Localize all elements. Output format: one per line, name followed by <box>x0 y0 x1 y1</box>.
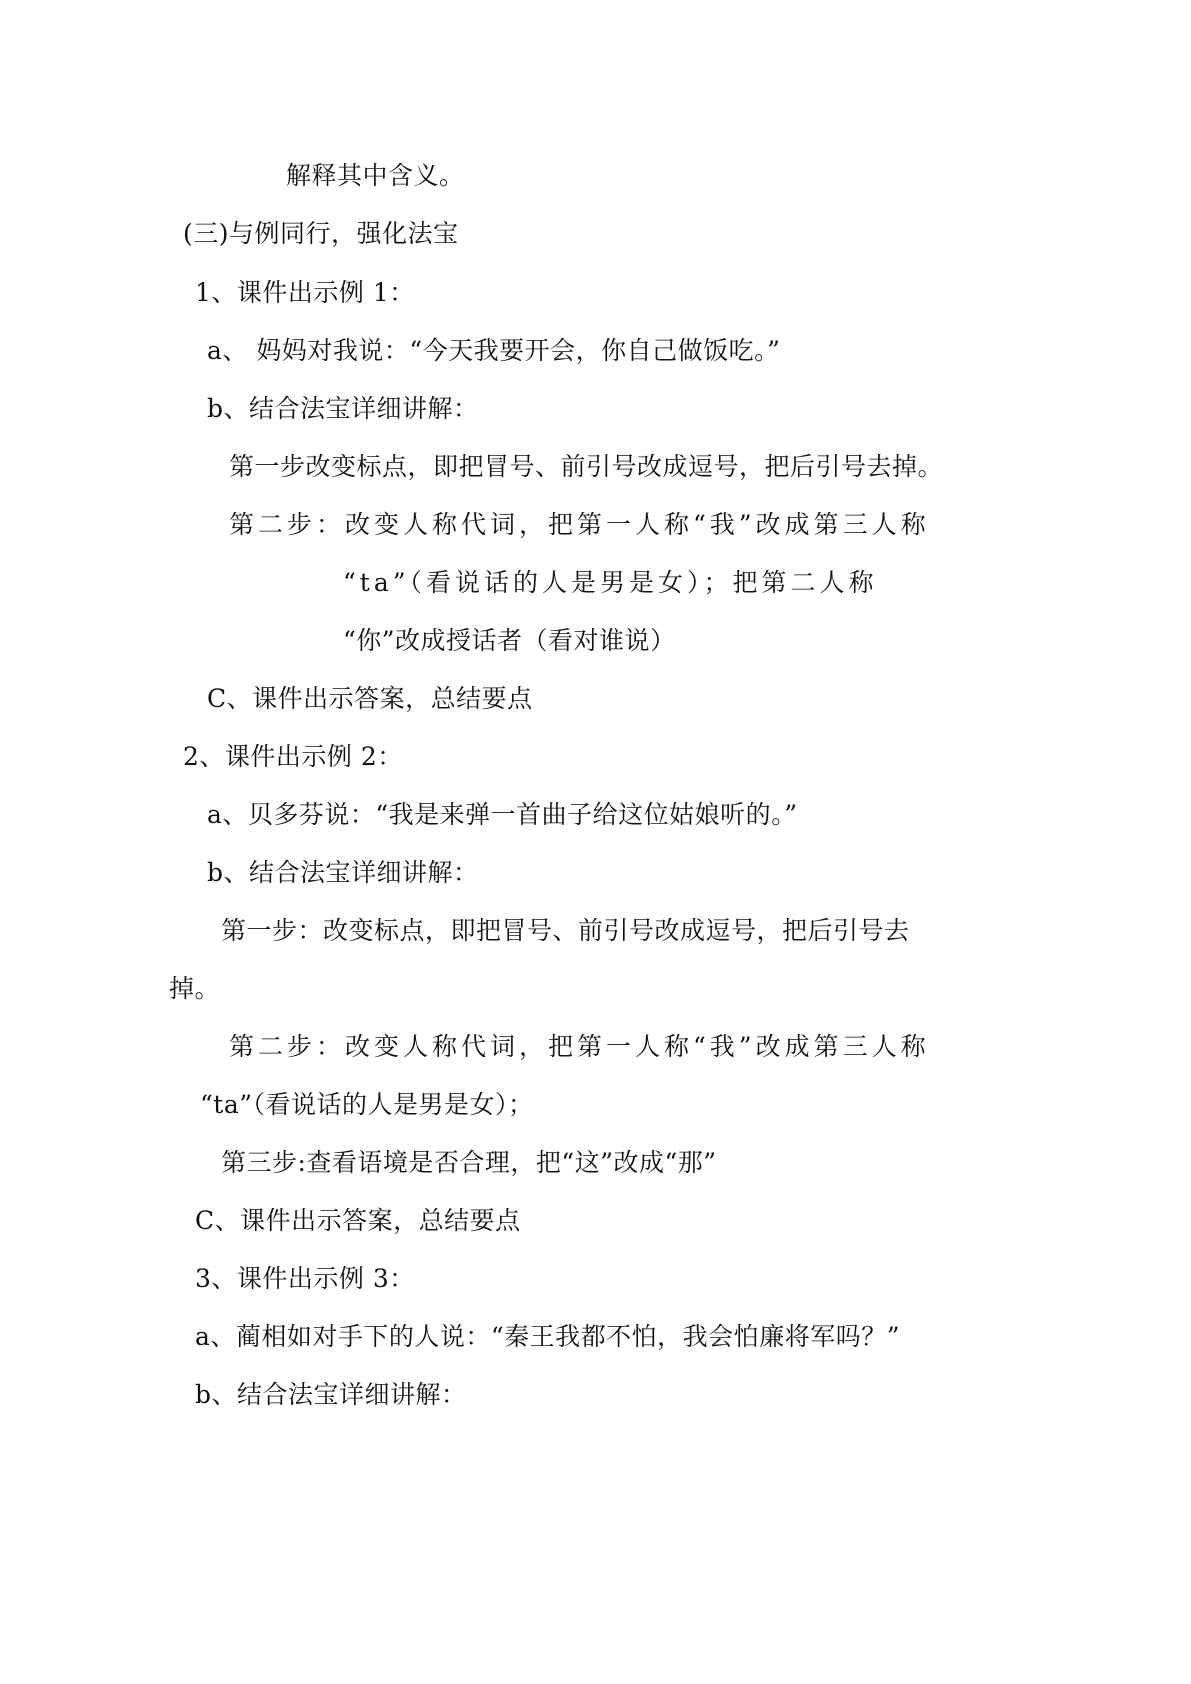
text-line: 第一步改变标点，即把冒号、前引号改成逗号，把后引号去掉。 <box>229 452 944 481</box>
text-line: b、结合法宝详细讲解： <box>207 394 479 423</box>
text-line: 解释其中含义。 <box>286 161 465 190</box>
text-line: 第三步:查看语境是否合理，把“这”改成“那” <box>221 1148 717 1177</box>
text-line: b、结合法宝详细讲解： <box>207 858 479 887</box>
text-line: “你”改成授话者（看对谁说） <box>343 626 676 655</box>
text-line: a、贝多芬说：“我是来弹一首曲子给这位姑娘听的。” <box>207 800 798 829</box>
text-line: b、结合法宝详细讲解： <box>195 1380 467 1409</box>
text-line: 第二步：改变人称代词，把第一人称“我”改成第三人称 <box>229 510 930 539</box>
text-line: 第二步：改变人称代词，把第一人称“我”改成第三人称 <box>229 1032 930 1061</box>
text-line: 掉。 <box>169 974 221 1003</box>
text-line: a、蔺相如对手下的人说：“秦王我都不怕，我会怕廉将军吗？” <box>195 1322 900 1351</box>
text-line: C、课件出示答案，总结要点 <box>207 684 533 713</box>
example-heading: 3、课件出示例 3： <box>195 1264 415 1293</box>
text-line: “ta”（看说话的人是男是女）； <box>200 1090 534 1119</box>
text-line: “ta”（看说话的人是男是女）；把第二人称 <box>343 568 878 597</box>
example-heading: 2、课件出示例 2： <box>183 742 403 771</box>
text-line: C、课件出示答案，总结要点 <box>195 1206 521 1235</box>
text-line: a、 妈妈对我说：“今天我要开会，你自己做饭吃。” <box>207 336 781 365</box>
text-line: 第一步：改变标点，即把冒号、前引号改成逗号，把后引号去 <box>221 916 910 945</box>
section-heading: (三)与例同行，强化法宝 <box>183 219 459 248</box>
example-heading: 1、课件出示例 1： <box>195 278 415 307</box>
